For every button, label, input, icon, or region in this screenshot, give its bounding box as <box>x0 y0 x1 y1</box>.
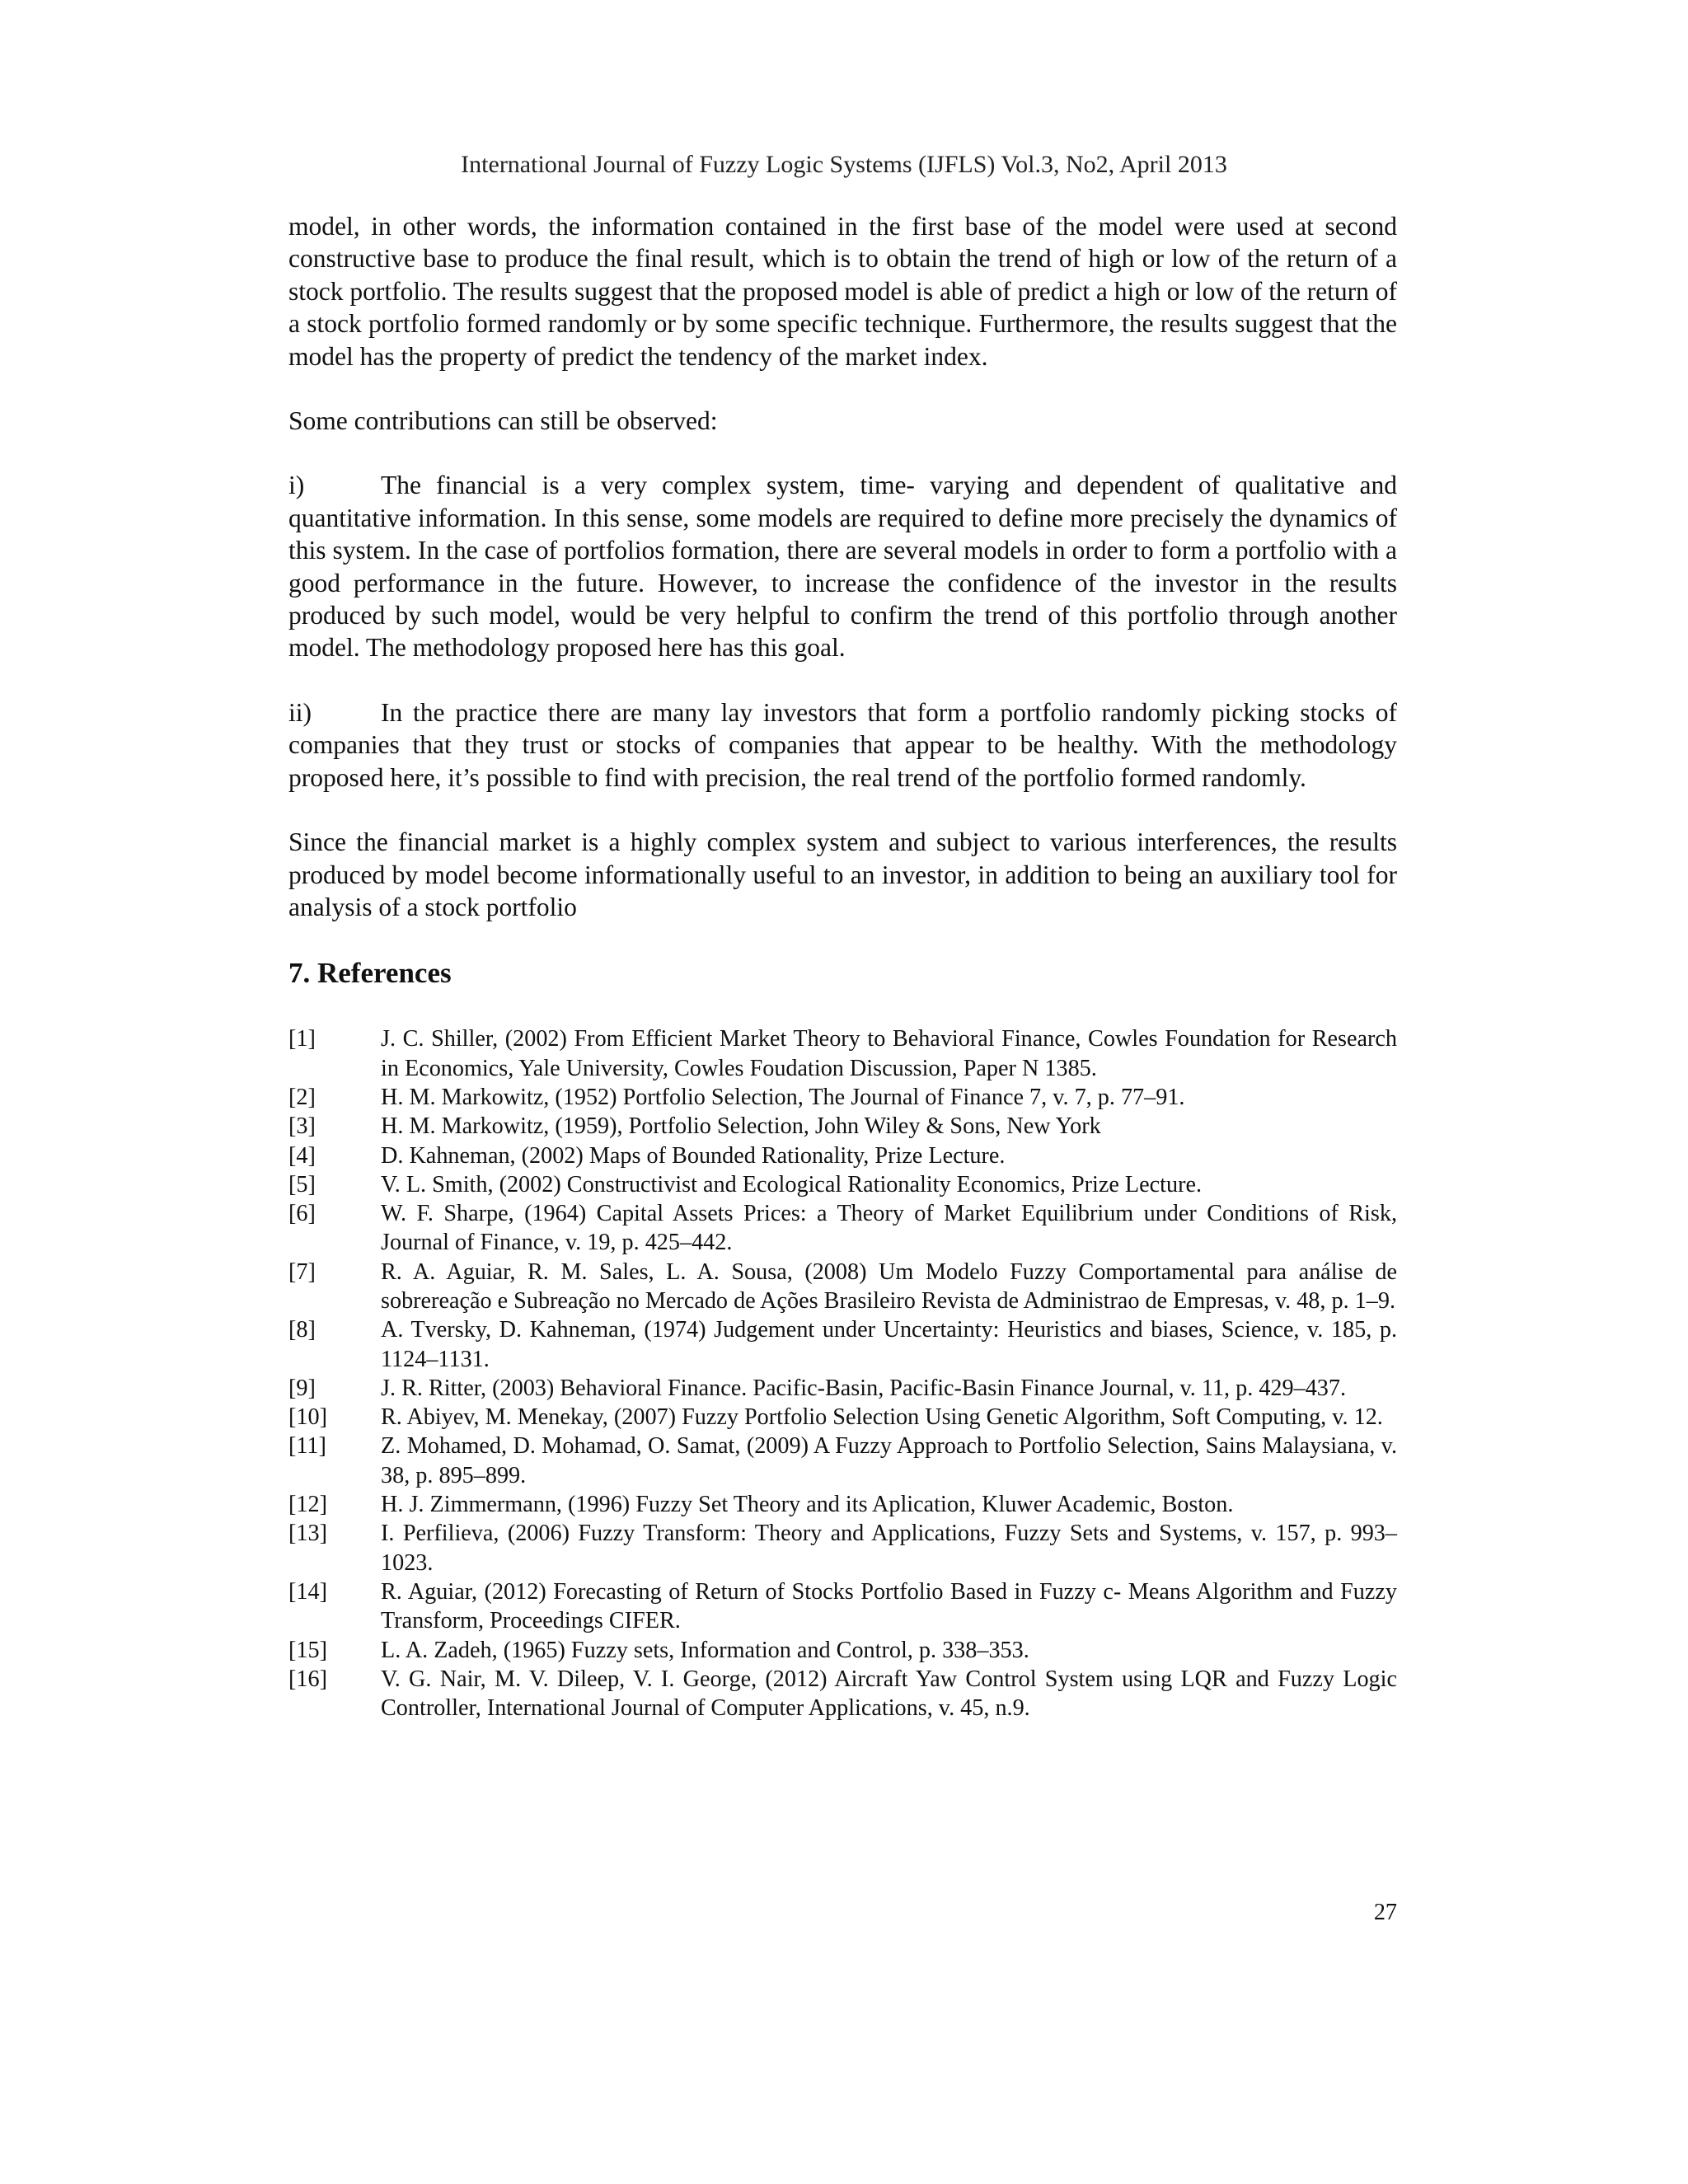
reference-item <box>288 1199 1397 1258</box>
body-paragraph-3: Since the financial market is a highly complex system and subject to various interferences, the results produced by model become informationally useful to an investor, in addition to being an auxiliary tool for analysis of a stock portfolio <box>288 827 1397 921</box>
references-heading: 7. References <box>288 957 452 990</box>
reference-text: Z. Mohamed, D. Mohamad, O. Samat, (2009) A Fuzzy Approach to Portfolio Selection, Sains Malaysiana, v. 38, p. 895–899. <box>381 1433 1397 1488</box>
reference-number: [6] <box>288 1201 316 1227</box>
reference-item <box>288 1490 1397 1519</box>
reference-text: H. M. Markowitz, (1959), Portfolio Selection, John Wiley & Sons, New York <box>381 1113 1101 1140</box>
reference-number: [8] <box>288 1317 316 1343</box>
reference-item <box>288 1403 1397 1432</box>
body-paragraph-1: model, in other words, the information contained in the first base of the model were used at second constructive base to produce the final result, which is to obtain the trend of high or low of the return of a stock portfolio. The results suggest that the proposed model is able of predict a high or low of the return of a stock portfolio formed randomly or by some specific technique. Furthermore, the results suggest that the model has the property of predict the tendency of the market index. <box>288 212 1397 371</box>
contribution-item-1 <box>288 469 1397 663</box>
reference-text: J. C. Shiller, (2002) From Efficient Market Theory to Behavioral Finance, Cowles Foundation for Research in Economics, Yale University, Cowles Foudation Discussion, Paper N 1385. <box>381 1026 1397 1081</box>
reference-item <box>288 1374 1397 1403</box>
reference-item <box>288 1432 1397 1490</box>
reference-text: A. Tversky, D. Kahneman, (1974) Judgement under Uncertainty: Heuristics and biases, Science, v. 185, p. 1124–1131. <box>381 1317 1397 1372</box>
reference-item <box>288 1170 1397 1199</box>
reference-text: J. R. Ritter, (2003) Behavioral Finance. Pacific-Basin, Pacific-Basin Finance Journal, v. 11, p. 429–437. <box>381 1375 1347 1401</box>
reference-item <box>288 1112 1397 1141</box>
reference-number: [12] <box>288 1492 327 1518</box>
reference-item <box>288 1315 1397 1374</box>
reference-item <box>288 1024 1397 1083</box>
reference-number: [7] <box>288 1258 316 1285</box>
reference-item <box>288 1577 1397 1636</box>
list-item-text: The financial is a very complex system, time- varying and dependent of qualitative and quantitative information. In this sense, some models are required to define more precisely the dynamics of this system. In the case of portfolios formation, there are several models in order to form a portfolio with a good performance in the future. However, to increase the confidence of the investor in the results produced by such model, would be very helpful to confirm the trend of this portfolio through another model. The methodology proposed here has this goal. <box>288 471 1397 663</box>
reference-text: W. F. Sharpe, (1964) Capital Assets Prices: a Theory of Market Equilibrium under Conditions of Risk, Journal of Finance, v. 19, p. 425–442. <box>381 1201 1397 1256</box>
reference-text: V. L. Smith, (2002) Constructivist and Ecological Rationality Economics, Prize Lecture. <box>381 1171 1203 1197</box>
reference-item <box>288 1141 1397 1170</box>
reference-list <box>288 1024 1397 1722</box>
reference-text: L. A. Zadeh, (1965) Fuzzy sets, Information and Control, p. 338–353. <box>381 1637 1029 1663</box>
reference-text: H. M. Markowitz, (1952) Portfolio Selection, The Journal of Finance 7, v. 7, p. 77–91. <box>381 1084 1185 1110</box>
reference-text: D. Kahneman, (2002) Maps of Bounded Rationality, Prize Lecture. <box>381 1142 1006 1169</box>
reference-text: V. G. Nair, M. V. Dileep, V. I. George, (2012) Aircraft Yaw Control System using LQR and Fuzzy Logic Controller, International Journal of Computer Applications, v. 45, n.9. <box>381 1666 1397 1722</box>
reference-item <box>288 1519 1397 1577</box>
list-marker: ii) <box>288 697 312 727</box>
reference-text: R. Abiyev, M. Menekay, (2007) Fuzzy Portfolio Selection Using Genetic Algorithm, Soft Computing, v. 12. <box>381 1404 1383 1431</box>
reference-number: [10] <box>288 1404 327 1431</box>
page-number: 27 <box>1373 1900 1397 1925</box>
list-item-text: In the practice there are many lay investors that form a portfolio randomly picking stocks of companies that they trust or stocks of companies that appear to be healthy. With the methodology proposed here, it’s possible to find with precision, the real trend of the portfolio formed randomly. <box>288 697 1397 792</box>
page-content <box>288 210 1397 1722</box>
reference-item <box>288 1083 1397 1112</box>
reference-number: [11] <box>288 1433 326 1460</box>
reference-text: I. Perfilieva, (2006) Fuzzy Transform: Theory and Applications, Fuzzy Sets and Systems, v. 157, p. 993–1023. <box>381 1521 1397 1576</box>
reference-text: R. A. Aguiar, R. M. Sales, L. A. Sousa, (2008) Um Modelo Fuzzy Comportamental para análise de sobrereação e Subreação no Mercado de Ações Brasileiro Revista de Administrao de Empresas, v. 48, p. 1–9. <box>381 1258 1397 1314</box>
running-header: International Journal of Fuzzy Logic Systems (IJFLS) Vol.3, No2, April 2013 <box>461 151 1227 178</box>
reference-item <box>288 1258 1397 1316</box>
reference-text: H. J. Zimmermann, (1996) Fuzzy Set Theory and its Aplication, Kluwer Academic, Boston. <box>381 1492 1234 1518</box>
body-paragraph-2: Some contributions can still be observed: <box>288 406 718 436</box>
contribution-item-2 <box>288 696 1397 794</box>
reference-number: [5] <box>288 1171 316 1197</box>
reference-number: [14] <box>288 1578 327 1605</box>
list-marker: i) <box>288 471 305 500</box>
reference-item <box>288 1665 1397 1723</box>
reference-number: [4] <box>288 1142 316 1169</box>
reference-number: [9] <box>288 1375 316 1401</box>
reference-number: [1] <box>288 1026 316 1052</box>
reference-number: [15] <box>288 1637 327 1663</box>
reference-number: [13] <box>288 1521 327 1547</box>
reference-text: R. Aguiar, (2012) Forecasting of Return of Stocks Portfolio Based in Fuzzy c- Means Algorithm and Fuzzy Transform, Proceedings CIFER. <box>381 1578 1397 1634</box>
reference-item <box>288 1636 1397 1665</box>
reference-number: [2] <box>288 1084 316 1110</box>
reference-number: [16] <box>288 1666 327 1692</box>
reference-number: [3] <box>288 1113 316 1140</box>
